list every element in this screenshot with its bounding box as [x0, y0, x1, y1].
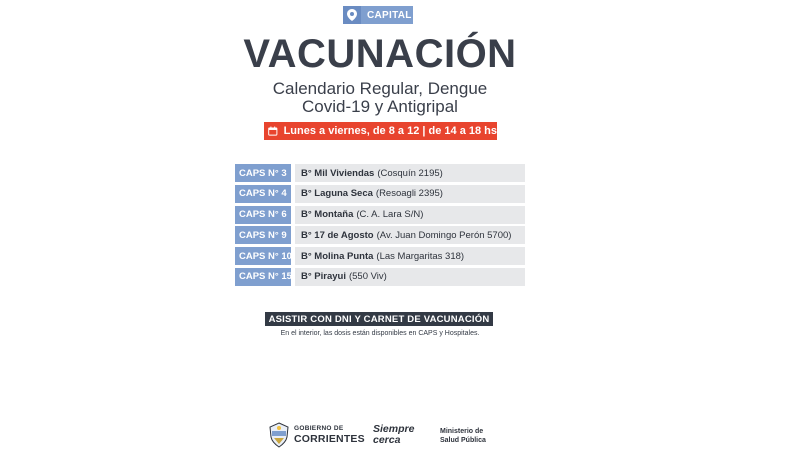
- calendar-icon: [268, 124, 278, 138]
- list-item: [235, 247, 525, 265]
- subtitle-line-1: Calendario Regular, Dengue: [272, 79, 488, 98]
- address: (Resoagli 2395): [375, 188, 443, 200]
- location-tag-label: CAPITAL: [367, 9, 412, 21]
- address: (Cosquín 2195): [377, 167, 443, 179]
- footer-logos: [0, 420, 797, 450]
- caps-number: CAPS N° 3: [235, 164, 291, 182]
- caps-list: [235, 164, 525, 289]
- list-item: [235, 226, 525, 244]
- government-logo: [294, 426, 365, 444]
- subtitle-line-2: Covid-19 y Antigripal: [302, 97, 458, 116]
- address: (Las Margaritas 318): [376, 250, 465, 262]
- neighborhood-name: B° Mil Viviendas: [301, 167, 375, 179]
- caps-location: [295, 226, 525, 244]
- caps-location: [295, 247, 525, 265]
- gov-line-2: CORRIENTES: [294, 432, 365, 445]
- caps-location: [295, 206, 525, 224]
- list-item: [235, 268, 525, 286]
- slogan-line-1: Siempre: [373, 423, 415, 435]
- page-title: VACUNACIÓN: [243, 32, 517, 76]
- neighborhood-name: B° Molina Punta: [301, 250, 374, 262]
- requirements-banner: ASISTIR CON DNI Y CARNET DE VACUNACIÓN: [265, 312, 493, 326]
- neighborhood-name: B° 17 de Agosto: [301, 229, 374, 241]
- caps-location: [295, 268, 525, 286]
- caps-location: [295, 164, 525, 182]
- address: (C. A. Lara S/N): [356, 209, 424, 221]
- address: (Av. Juan Domingo Perón 5700): [376, 229, 512, 241]
- list-item: [235, 185, 525, 203]
- list-item: [235, 206, 525, 224]
- address: (550 Viv): [348, 271, 387, 283]
- schedule-text: Lunes a viernes, de 8 a 12 | de 14 a 18 hs: [283, 125, 497, 137]
- slogan-line-2: cerca: [373, 434, 401, 446]
- location-tag: [343, 6, 413, 24]
- ministry-logo: [440, 428, 486, 445]
- caps-number: CAPS N° 15: [235, 268, 291, 286]
- neighborhood-name: B° Laguna Seca: [301, 188, 373, 200]
- list-item: [235, 164, 525, 182]
- caps-number: CAPS N° 6: [235, 206, 291, 224]
- gov-line-1: GOBIERNO DE: [294, 425, 344, 432]
- caps-number: CAPS N° 9: [235, 226, 291, 244]
- slogan: [373, 424, 414, 446]
- interior-note: En el interior, las dosis están disponibles en CAPS y Hospitales.: [280, 330, 480, 337]
- neighborhood-name: B° Montaña: [301, 209, 354, 221]
- caps-number: CAPS N° 4: [235, 185, 291, 203]
- location-pin-icon: [343, 6, 361, 24]
- province-shield-icon: [268, 422, 290, 448]
- ministry-line-1: Ministerio de: [440, 428, 484, 435]
- ministry-line-2: Salud Pública: [440, 436, 486, 444]
- caps-number: CAPS N° 10: [235, 247, 291, 265]
- schedule-banner: [264, 122, 497, 140]
- neighborhood-name: B° Pirayui: [301, 271, 346, 283]
- caps-location: [295, 185, 525, 203]
